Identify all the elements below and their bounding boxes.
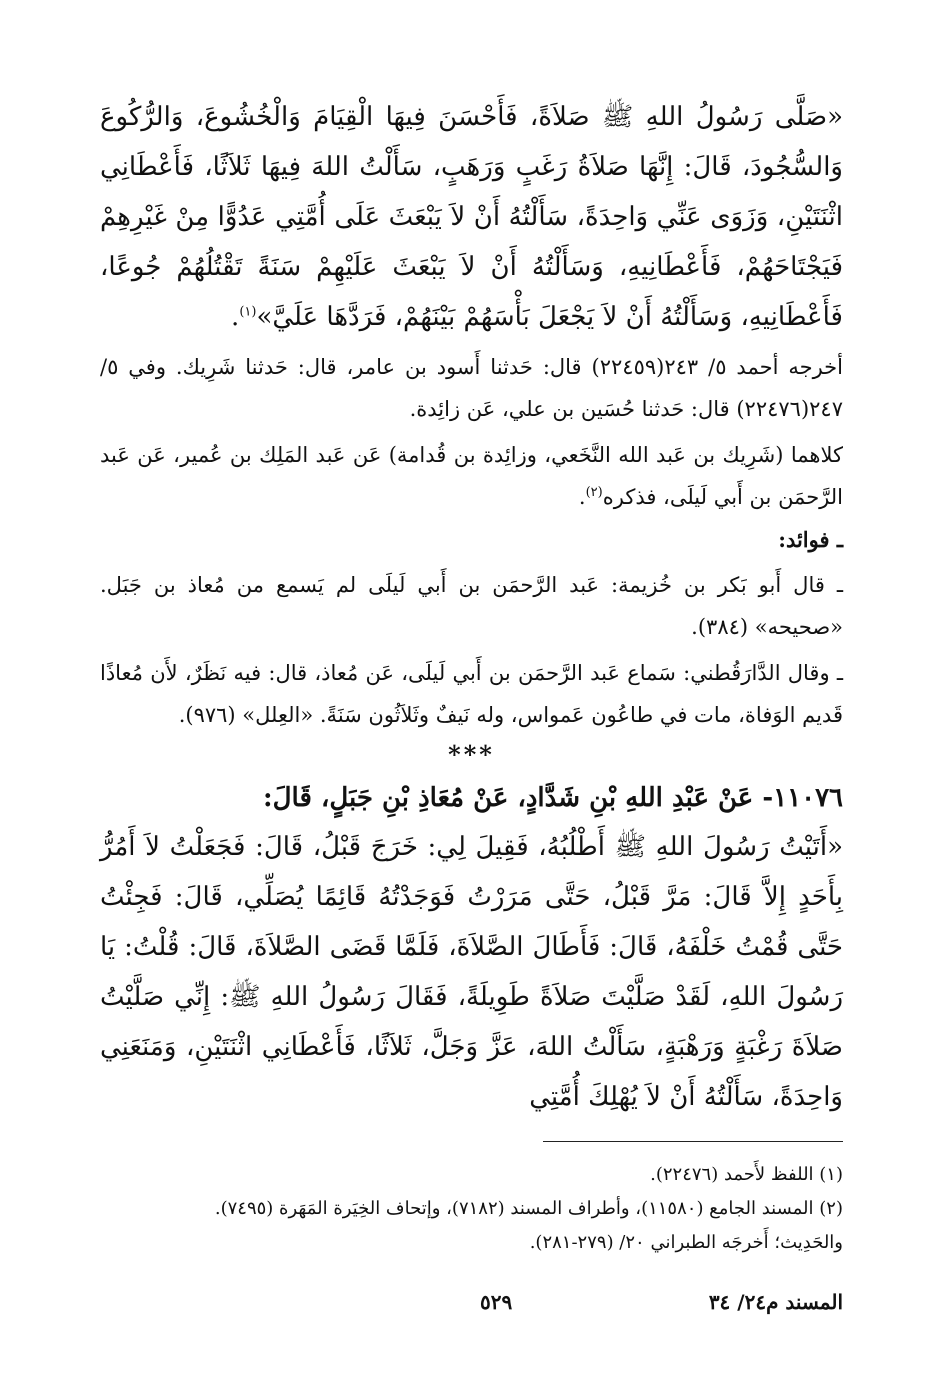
hadith-1-end: . — [231, 302, 240, 332]
footnote-ref-2[interactable]: (٢) — [585, 485, 603, 500]
footnote-1: (١) اللفظ لأَحمد (٢٢٤٧٦). — [650, 1164, 843, 1185]
footnotes — [100, 1158, 843, 1260]
takhrij-paragraph: أخرجه أحمد ٥/ ٢٤٣(٢٢٤٥٩) قال: حَدثنا أَسود بن عامر، قال: حَدثنا شَرِيك. وفي ٥/ ٢٤٧(٢٢٤٧٦) قال: حَدثنا حُسَين بن علي، عَن زائِدة. — [100, 355, 843, 421]
footnote-2: (٢) المسند الجامع (١١٥٨٠)، وأطراف المسند (٧١٨٢)، وإتحاف الخِيَرة المَهَرة (٧٤٩٥). — [214, 1198, 843, 1219]
footnote-divider — [543, 1141, 843, 1142]
volume-signature: المسند م٢٤/ ٣٤ — [708, 1290, 843, 1314]
footnote-2-continuation: والحَدِيث؛ أَخرجَه الطبراني ٢٠/ (٢٧٩-٢٨١). — [529, 1232, 843, 1253]
hadith-2-title: ١١٠٧٦- عَنْ عَبْدِ اللهِ بْنِ شَدَّادٍ، عَنْ مُعَاذِ بْنِ جَبَلٍ، قَالَ: — [263, 783, 843, 813]
takhrij-chain-paragraph — [100, 434, 843, 518]
page-number: ٥٢٩ — [480, 1290, 513, 1314]
fawaid-item: ـ قال أَبو بَكر بن خُزيمة: عَبد الرَّحمَن بن أَبي لَيلَى لم يَسمع من مُعاذ بن جَبَل. «صحيحه» (٣٨٤). — [100, 573, 843, 639]
hadith-text — [100, 92, 843, 342]
section-separator: *** — [448, 740, 495, 769]
takhrij-chain-text: كلاهما (شَرِيك بن عَبد الله النَّخَعي، وزائِدة بن قُدامة) عَن عَبد المَلِك بن عُمير، عَن عَبد الرَّحمَن بن أَبي لَيلَى، فذكره — [100, 443, 843, 509]
takhrij-chain-end: . — [578, 485, 586, 509]
fawaid-heading: ـ فوائد: — [778, 527, 843, 552]
hadith-2-text: «أَتَيْتُ رَسُولَ اللهِ ﷺ أَطْلُبُهُ، فَقِيلَ لِي: خَرَجَ قَبْلُ، قَالَ: فَجَعَلْتُ لاَ أَمُرُّ بِأَحَدٍ إِلاَّ قَالَ: مَرَّ قَبْلُ، حَتَّى مَرَرْتُ فَوَجَدْتُهُ قَائِمًا يُصَلِّي، قَالَ: فَجِئْتُ حَتَّى قُمْتُ خَلْفَهُ، قَالَ: فَأَطَالَ الصَّلاَةَ، فَلَمَّا قَضَى الصَّلاَةَ، قَالَ: قُلْتُ: يَا رَسُولَ اللهِ، لَقَدْ صَلَّيْتَ صَلاَةً طَوِيلَةً، فَقَالَ رَسُولُ اللهِ ﷺ: إِنِّي صَلَّيْتُ صَلاَةَ رَغْبَةٍ وَرَهْبَةٍ، سَأَلْتُ اللهَ، عَزَّ وَجَلَّ، ثَلاَثًا، فَأَعْطَانِي اثْنَتَيْنِ، وَمَنَعَنِي وَاحِدَةً، سَأَلْتُهُ أَنْ لاَ يُهْلِكَ أُمَّتِي — [100, 832, 843, 1112]
fawaid-item: ـ وقال الدَّارَقُطني: سَماع عَبد الرَّحمَن بن أَبي لَيلَى، عَن مُعاذ، قال: فيه نَظَرٌ، لأَن مُعاذًا قَديم الوَفاة، مات في طاعُون عَمواس، وله نَيفٌ وثَلاَثُون سَنَةً. «العِلل» (٩٧٦). — [100, 661, 843, 727]
hadith-1-body: «صَلَّى رَسُولُ اللهِ ﷺ صَلاَةً، فَأَحْسَنَ فِيهَا الْقِيَامَ وَالْخُشُوعَ، وَالرُّكُوعَ وَالسُّجُودَ، قَالَ: إِنَّهَا صَلاَةُ رَغَبٍ وَرَهَبٍ، سَأَلْتُ اللهَ فِيهَا ثَلاَثًا، فَأَعْطَانِي اثْنَتَيْنِ، وَزَوَى عَنِّي وَاحِدَةً، سَأَلْتُهُ أَنْ لاَ يَبْعَثَ عَلَى أُمَّتِي عَدُوًّا مِنْ غَيْرِهِمْ فَيَجْتَاحَهُمْ، فَأَعْطَانِيهِ، وَسَأَلْتُهُ أَنْ لاَ يَبْعَثَ عَلَيْهِمْ سَنَةً تَقْتُلُهُمْ جُوعًا، فَأَعْطَانِيهِ، وَسَأَلْتُهُ أَنْ لاَ يَجْعَلَ بَأْسَهُمْ بَيْنَهُمْ، فَرَدَّهَا عَلَيَّ» — [100, 102, 843, 332]
page-footer — [100, 1290, 843, 1330]
footnote-ref-1[interactable]: (١) — [239, 304, 257, 320]
